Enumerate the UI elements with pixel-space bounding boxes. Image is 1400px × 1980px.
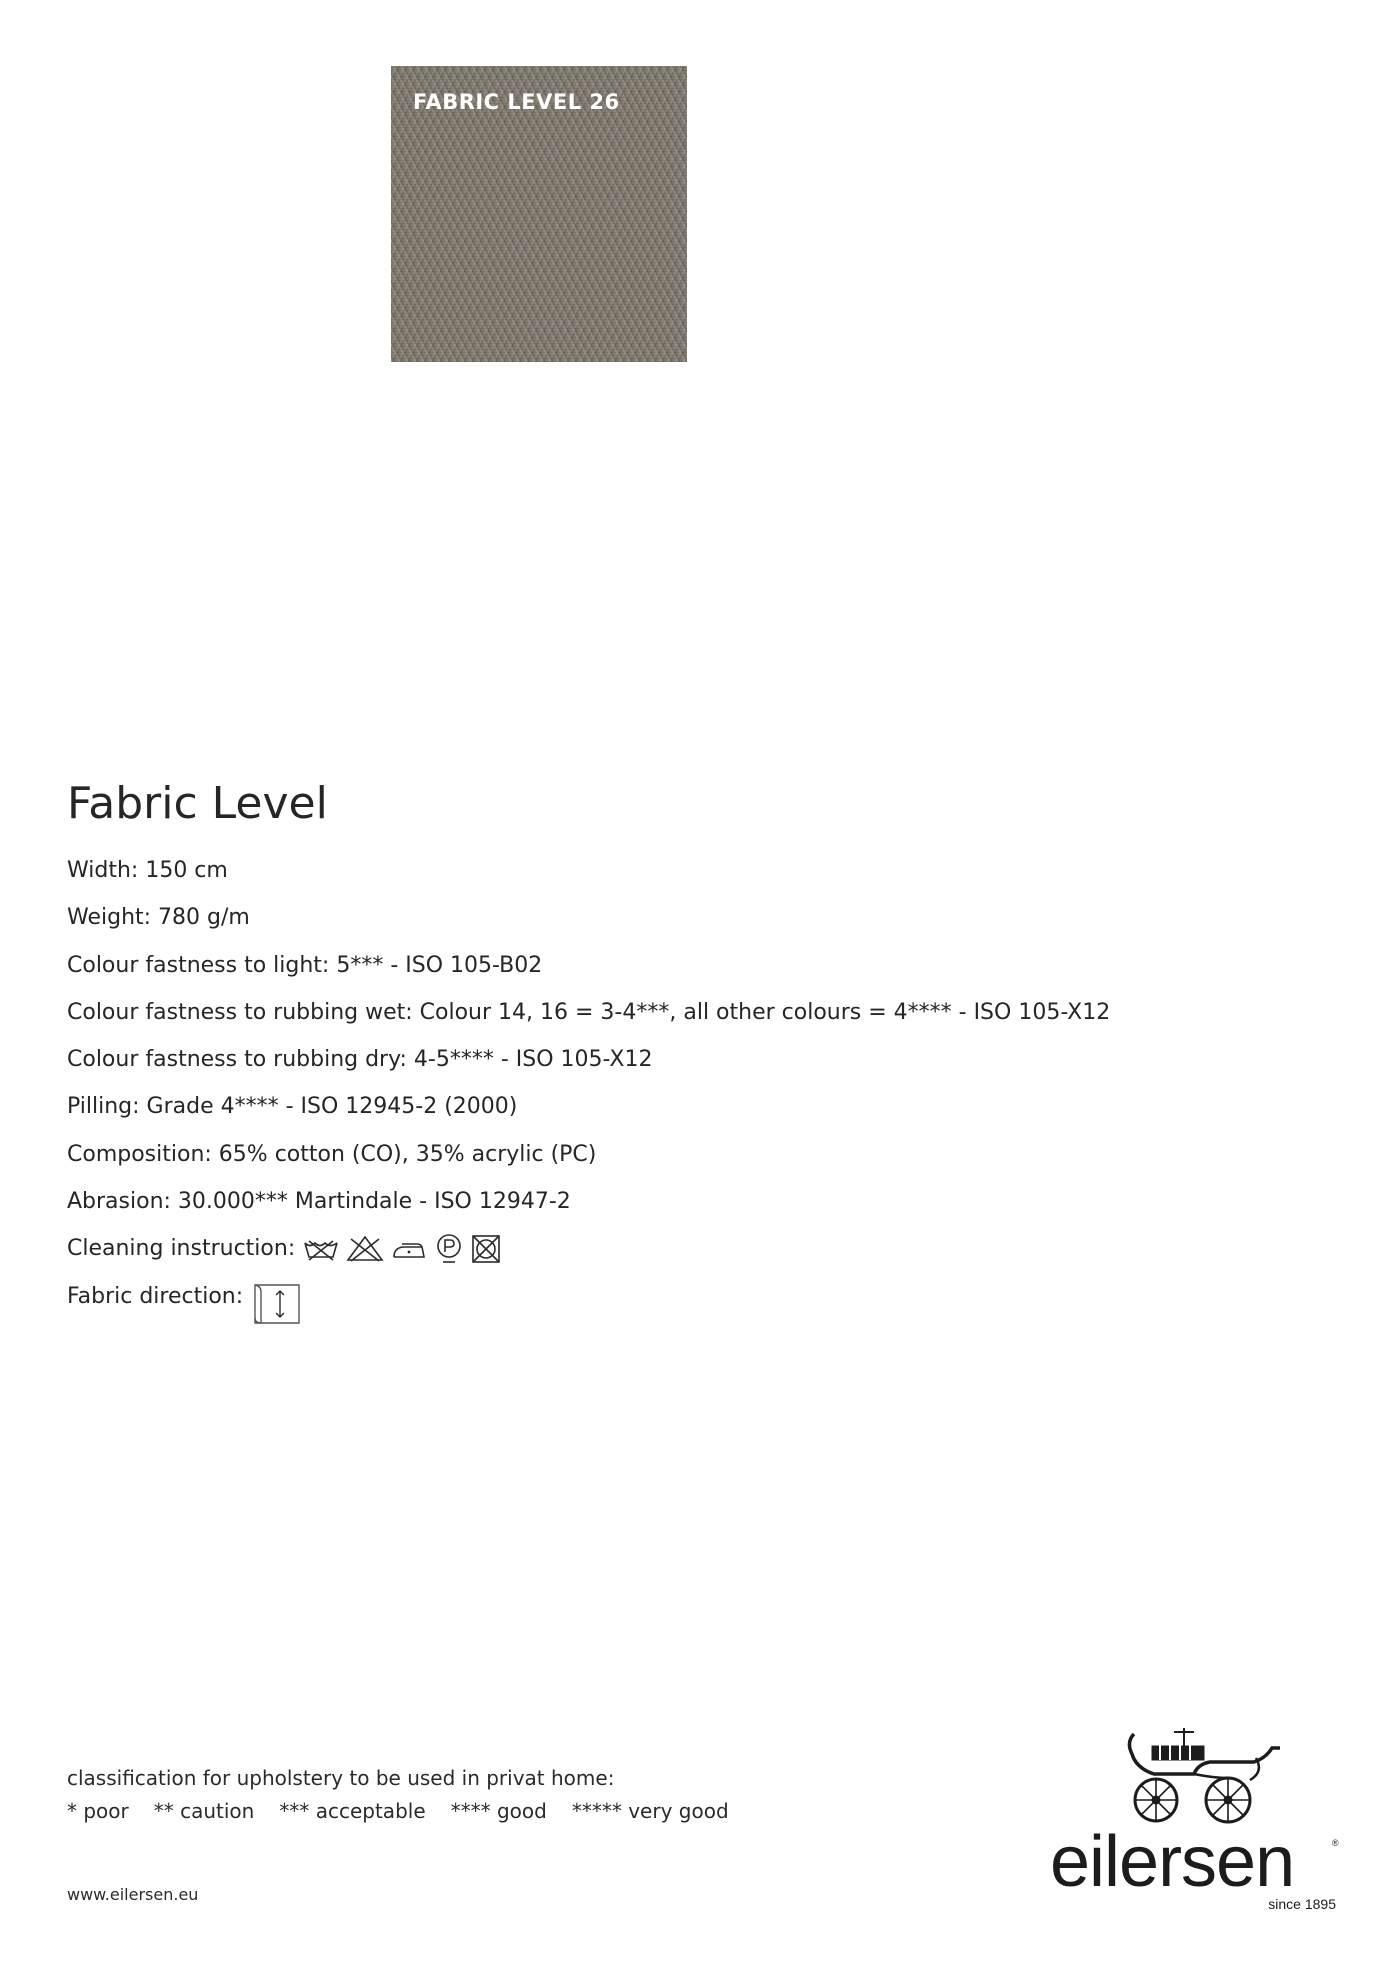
classification-heading: classification for upholstery to be used in privat home: [67,1766,615,1790]
spec-abrasion [67,1187,1267,1234]
legend-item: ** caution [153,1799,255,1823]
legend-item: ***** very good [571,1799,729,1823]
spec-text: Colour fastness to rubbing dry: 4-5**** - ISO 105-X12 [67,1047,653,1073]
spec-text: Weight: 780 g/m [67,905,250,931]
direction-label: Fabric direction: [67,1283,244,1309]
low-iron-icon [391,1236,427,1262]
fabric-swatch-image [391,66,687,362]
registered-mark: ® [1332,1838,1339,1848]
legend-item: **** good [450,1799,547,1823]
spec-text: Abrasion: 30.000*** Martindale - ISO 12947-2 [67,1189,571,1215]
legend-item: * poor [67,1799,129,1823]
do-not-wash-icon [303,1236,339,1262]
swatch-label: FABRIC LEVEL 26 [413,90,620,114]
fabric-direction-icon [251,1282,303,1326]
legend-item: *** acceptable [279,1799,426,1823]
cleaning-label: Cleaning instruction: [67,1236,296,1262]
spec-light-fastness [67,951,1267,998]
dry-clean-p-icon [434,1233,464,1265]
spec-rubbing-wet [67,998,1267,1045]
do-not-bleach-icon [346,1235,384,1263]
spec-width [67,856,1267,903]
spec-direction [67,1282,1267,1329]
logo-wordmark: eilersen [1050,1822,1295,1902]
carriage-icon [1124,1728,1284,1824]
spec-text: Composition: 65% cotton (CO), 35% acrylic (PC) [67,1141,597,1167]
spec-text: Colour fastness to light: 5*** - ISO 105-B02 [67,952,543,978]
cleaning-icons [303,1234,501,1264]
spec-text: Colour fastness to rubbing wet: Colour 14, 16 = 3-4***, all other colours = 4**** - ISO 105-X12 [67,999,1111,1025]
spec-list [67,856,1267,1329]
spec-text: Width: 150 cm [67,858,228,883]
classification-legend [67,1795,729,1828]
page-title: Fabric Level [67,778,328,829]
spec-pilling [67,1092,1267,1139]
website-link[interactable]: www.eilersen.eu [67,1885,199,1904]
eilersen-logo [1050,1728,1350,1918]
classification-block [67,1762,729,1828]
spec-cleaning [67,1234,1267,1281]
spec-weight [67,903,1267,950]
do-not-tumble-dry-icon [471,1234,501,1264]
spec-text: Pilling: Grade 4**** - ISO 12945-2 (2000) [67,1094,518,1120]
spec-composition [67,1140,1267,1187]
spec-rubbing-dry [67,1045,1267,1092]
logo-since: since 1895 [1268,1896,1336,1912]
